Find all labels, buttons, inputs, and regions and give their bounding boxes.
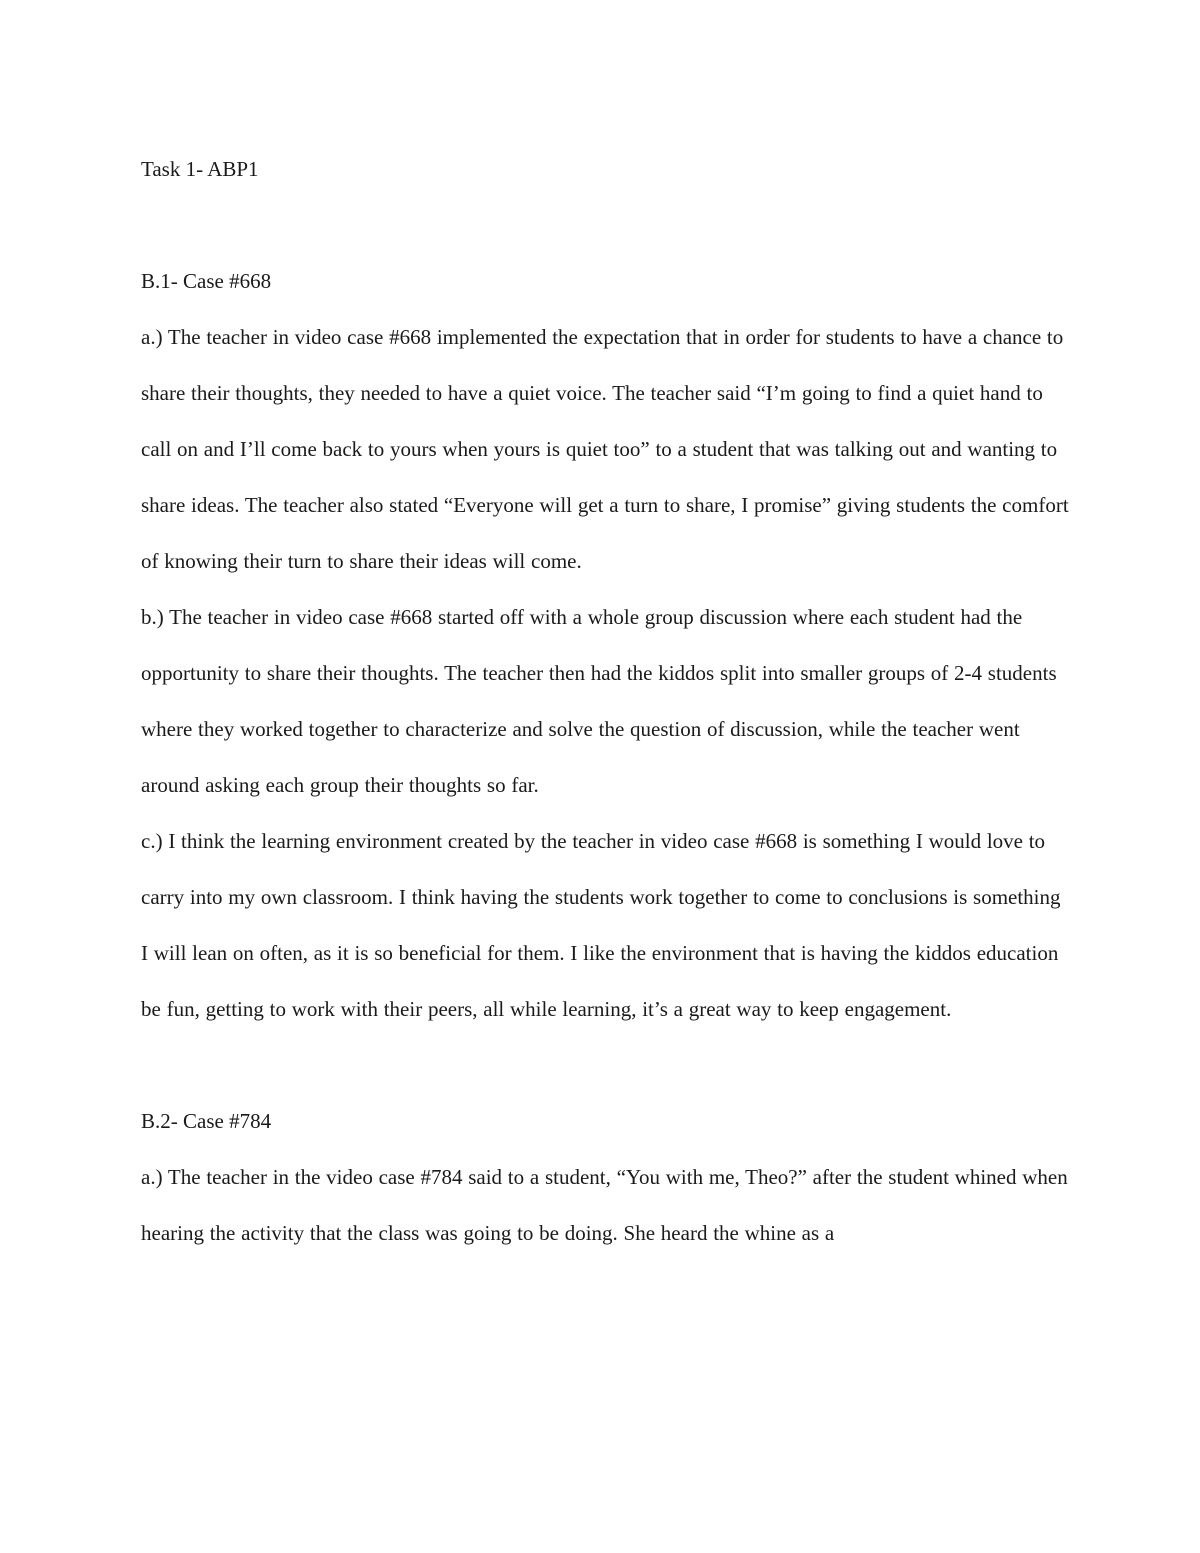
blank-line	[141, 197, 1071, 253]
section-heading-b2: B.2- Case #784	[141, 1109, 272, 1133]
section-heading-b1: B.1- Case #668	[141, 269, 272, 293]
document-title: Task 1- ABP1	[141, 157, 259, 181]
blank-line	[141, 1037, 1071, 1093]
paragraph-b2-a: a.) The teacher in the video case #784 said to a student, “You with me, Theo?” after the student whined when hearing the activity that the class was going to be doing. She heard the whine as a	[141, 1165, 1068, 1245]
paragraph-b1-a: a.) The teacher in video case #668 implemented the expectation that in order for students to have a chance to share their thoughts, they needed to have a quiet voice. The teacher said “I’m going to find a quiet hand to call on and I’ll come back to yours when yours is quiet too” to a student that was talking out and wanting to share ideas. The teacher also stated “Everyone will get a turn to share, I promise” giving students the comfort of knowing their turn to share their ideas will come.	[141, 325, 1069, 573]
paragraph-b1-b: b.) The teacher in video case #668 started off with a whole group discussion where each student had the opportunity to share their thoughts. The teacher then had the kiddos split into smaller groups of 2-4 students where they worked together to characterize and solve the question of discussion, while the teacher went around asking each group their thoughts so far.	[141, 605, 1057, 797]
paragraph-b1-c: c.) I think the learning environment created by the teacher in video case #668 is something I would love to carry into my own classroom. I think having the students work together to come to conclusions is something I will lean on often, as it is so beneficial for them. I like the environment that is having the kiddos education be fun, getting to work with their peers, all while learning, it’s a great way to keep engagement.	[141, 829, 1061, 1021]
document-body	[141, 141, 1071, 1261]
